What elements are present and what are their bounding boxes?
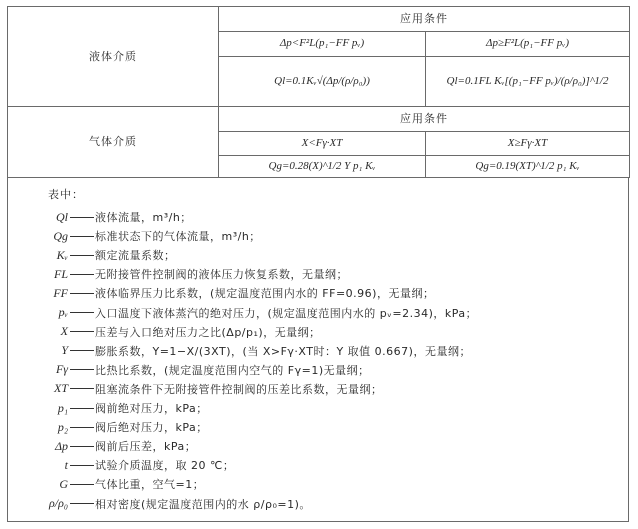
- legend-item: [8, 226, 261, 246]
- legend-item: [8, 398, 208, 418]
- legend-description: 阻塞流条件下无附接管件控制阀的压差比系数，无量纲；: [95, 382, 383, 396]
- legend-symbol: Δp: [54, 438, 68, 453]
- em-dash-divider: [70, 427, 94, 428]
- legend-symbol: Kᵥ: [56, 247, 68, 262]
- legend-symbol: p₂: [57, 419, 68, 434]
- em-dash-divider: [70, 388, 94, 389]
- liquid-formula-critical: Ql=0.1FL Kᵥ[(p₁−FF pᵥ)/(ρ/ρ₀)]^1/2: [426, 57, 630, 107]
- legend-item: [8, 436, 196, 456]
- liquid-application-conditions-header: 应用条件: [219, 7, 630, 32]
- legend-item: [8, 207, 192, 227]
- em-dash-divider: [70, 465, 94, 466]
- legend-description: 额定流量系数；: [95, 249, 176, 263]
- legend-item: [8, 245, 176, 265]
- liquid-medium-label: 液体介质: [8, 7, 219, 107]
- legend-item: [8, 494, 311, 514]
- gas-medium-label: 气体介质: [8, 107, 219, 178]
- em-dash-divider: [70, 350, 94, 351]
- em-dash-divider: [70, 503, 94, 504]
- legend-item: [8, 322, 321, 342]
- legend-symbol: Y: [61, 343, 68, 358]
- legend-symbol: Qg: [53, 228, 68, 243]
- em-dash-divider: [70, 408, 94, 409]
- em-dash-divider: [70, 274, 94, 275]
- legend-symbol: XT: [53, 381, 68, 396]
- legend-description: 阀前后压差，kPa；: [95, 440, 197, 454]
- em-dash-divider: [70, 255, 94, 256]
- legend-item: [8, 283, 434, 303]
- legend-description: 比热比系数，(规定温度范围内空气的 Fγ=1)无量纲；: [95, 363, 370, 377]
- legend-item: [8, 417, 208, 437]
- liquid-condition-critical: Δp≥F²L(p₁−FF pᵥ): [426, 32, 630, 57]
- em-dash-divider: [70, 446, 94, 447]
- em-dash-divider: [70, 369, 94, 370]
- legend-symbol: ρ/ρ₀: [48, 496, 68, 510]
- legend-title: 表中：: [48, 188, 84, 201]
- legend-item: [8, 474, 204, 494]
- legend-item: [8, 303, 477, 323]
- legend-description: 标准状态下的气体流量，m³/h；: [95, 230, 261, 244]
- legend-description: 阀前绝对压力，kPa；: [95, 402, 208, 415]
- legend-item: [8, 264, 348, 284]
- legend-description: 入口温度下液体蒸汽的绝对压力，(规定温度范围内水的 pᵥ=2.34)，kPa；: [95, 306, 478, 320]
- symbol-legend: [7, 178, 629, 522]
- legend-description: 相对密度(规定温度范围内的水 ρ/ρ₀=1)。: [95, 497, 311, 511]
- legend-description: 气体比重，空气=1；: [95, 478, 205, 492]
- em-dash-divider: [70, 236, 94, 237]
- gas-formula-critical: Qg=0.19(XT)^1/2 p₁ Kᵥ: [426, 156, 630, 178]
- gas-condition-critical: X≥Fγ·XT: [426, 132, 630, 156]
- legend-item: [8, 455, 234, 475]
- legend-description: 无附接管件控制阀的液体压力恢复系数，无量纲；: [95, 268, 348, 282]
- legend-symbol: t: [64, 457, 68, 472]
- gas-condition-subcritical: X<Fγ·XT: [219, 132, 426, 156]
- legend-description: 膨胀系数，Y=1−X/(3XT)，(当 X>Fγ·XT时：Y 取值 0.667)，无量纲；: [95, 344, 471, 358]
- legend-item: [8, 360, 370, 380]
- gas-application-conditions-header: 应用条件: [219, 107, 630, 132]
- em-dash-divider: [70, 293, 94, 294]
- flow-formula-table: [7, 6, 630, 178]
- legend-item: [8, 341, 471, 361]
- legend-symbol: X: [60, 324, 68, 339]
- legend-item: [8, 379, 383, 399]
- legend-symbol: G: [59, 476, 68, 491]
- legend-symbol: pᵥ: [58, 305, 68, 319]
- legend-description: 阀后绝对压力，kPa；: [95, 421, 208, 435]
- legend-symbol: Ql: [56, 209, 68, 224]
- legend-symbol: FF: [53, 285, 68, 300]
- legend-description: 试验介质温度，取 20 ℃；: [95, 459, 235, 473]
- em-dash-divider: [70, 217, 94, 218]
- em-dash-divider: [70, 484, 94, 485]
- liquid-formula-subcritical: Ql=0.1Kᵥ√(Δp/(ρ/ρ₀)): [219, 57, 426, 107]
- liquid-condition-subcritical: Δp<F²L(p₁−FF pᵥ): [219, 32, 426, 57]
- legend-description: 液体流量，m³/h；: [95, 211, 192, 224]
- legend-description: 液体临界压力比系数，(规定温度范围内水的 FF=0.96)，无量纲；: [95, 287, 435, 301]
- legend-symbol: Fγ: [55, 362, 68, 377]
- em-dash-divider: [70, 312, 94, 313]
- legend-description: 压差与入口绝对压力之比(Δp/p₁)，无量纲；: [95, 325, 321, 339]
- legend-symbol: p₁: [57, 400, 68, 415]
- em-dash-divider: [70, 331, 94, 332]
- gas-formula-subcritical: Qg=0.28(X)^1/2 Y p₁ Kᵥ: [219, 156, 426, 178]
- legend-symbol: FL: [53, 266, 68, 281]
